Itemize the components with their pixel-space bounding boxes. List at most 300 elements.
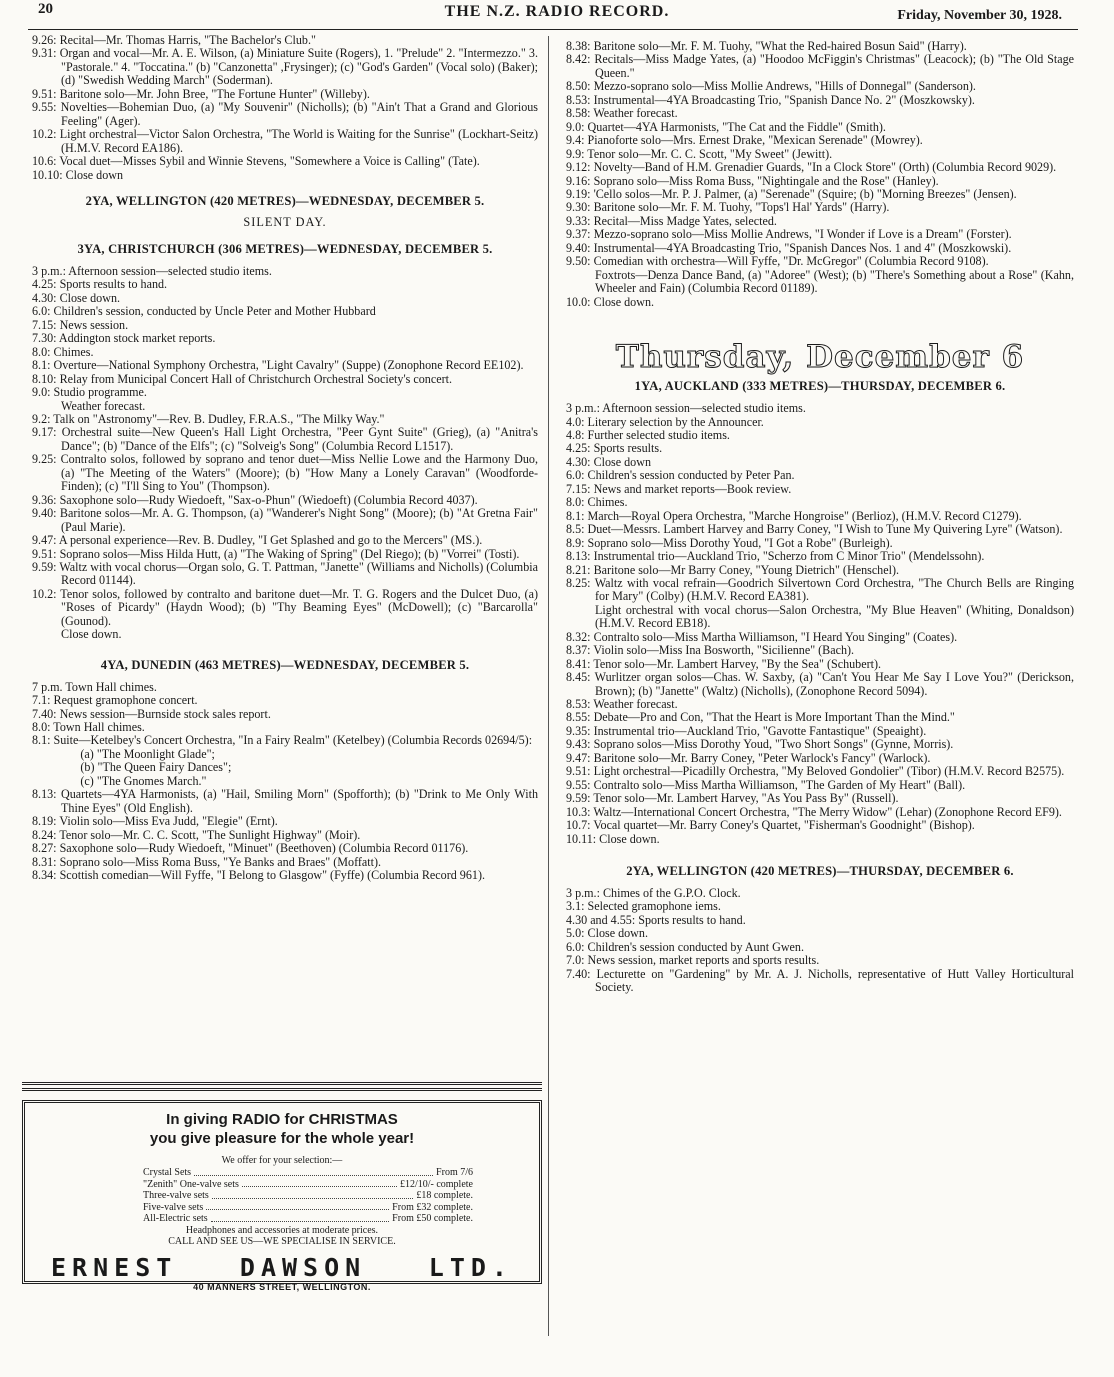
entry-time: 10.2: — [32, 586, 57, 601]
entry-text: Light orchestral with vocal chorus—Salon Orchestra, "My Blue Heaven" (Whiting, Donaldson) (H.M.V. Record EB18). — [595, 602, 1074, 631]
entry-time: 8.32: — [566, 629, 591, 644]
header-rule — [28, 29, 1078, 30]
program-entry — [566, 442, 1074, 455]
ad-separator-rule — [22, 1088, 542, 1091]
ad-item-name: Three-valve sets — [143, 1190, 209, 1201]
entry-time: 9.2: — [32, 411, 51, 426]
program-entry — [566, 887, 1074, 900]
entry-time: 8.13: — [566, 549, 591, 564]
entry-time: 9.50: — [566, 254, 591, 269]
ad-call: CALL AND SEE US—WE SPECIALISE IN SERVICE. — [168, 1235, 396, 1247]
program-entry — [32, 292, 538, 305]
program-entry — [566, 833, 1074, 846]
entry-text: Close down — [593, 454, 652, 469]
entry-time: 9.0: — [32, 385, 51, 400]
entry-text: Talk on "Astronomy"—Rev. B. Dudley, F.R.A.S., "The Milky Way." — [53, 411, 385, 426]
entry-time: 10.11: — [566, 831, 597, 846]
program-entry — [32, 681, 538, 694]
entry-time: 8.38: — [566, 39, 591, 53]
entry-text: Weather forecast. — [593, 106, 678, 121]
program-entry — [32, 278, 538, 291]
entry-text: Instrumental trio—Auckland Trio, "Scherzo from C Minor Trio" (Mendelssohn). — [593, 549, 985, 564]
entry-time: 8.0: — [566, 495, 585, 510]
program-entry — [566, 456, 1074, 469]
entry-time: 8.10: — [32, 371, 57, 386]
program-entry — [32, 721, 538, 734]
entry-text: News and market reports—Book review. — [593, 481, 792, 496]
entry-text: Sports results to hand. — [638, 912, 746, 927]
entry-text: Tenor solo—Mr. C. C. Scott, "My Sweet" (Jewitt). — [587, 146, 833, 161]
entry-time: 9.55: — [32, 100, 57, 115]
program-entry — [566, 941, 1074, 954]
ad-headline: In giving RADIO for CHRISTMAS — [166, 1111, 398, 1128]
entry-text: Instrumental trio—Auckland Trio, "Gavotte Fantastique" (Speaight). — [593, 723, 927, 738]
program-entry — [566, 296, 1074, 309]
program-entry — [32, 628, 538, 641]
entry-time: 10.10: — [32, 167, 63, 182]
entry-text: Overture—National Symphony Orchestra, "Light Cavalry" (Suppe) (Zonophone Record EE102). — [53, 358, 524, 373]
program-entry — [566, 201, 1074, 214]
entry-time: 6.0: — [32, 304, 51, 319]
program-entry — [566, 215, 1074, 228]
entry-text: Baritone solos—Mr. A. G. Thompson, (a) "Wanderer's Night Song" (Moore); (b) "At Gretna Fair" (Paul Marie). — [59, 506, 538, 534]
entry-text: Selected gramophone iems. — [587, 899, 721, 914]
ad-item-price: From 7/6 — [436, 1167, 473, 1178]
entry-text: Town Hall chimes. — [53, 720, 145, 735]
program-entry — [566, 161, 1074, 174]
program-entry — [32, 47, 538, 87]
entry-text: Baritone solo—Mr. John Bree, "The Fortune Hunter" (Willeby). — [59, 86, 370, 101]
entry-time: 3 p.m.: — [32, 263, 66, 278]
program-entry — [32, 373, 538, 386]
entry-text: Soprano solos—Miss Hilda Hutt, (a) "The Waking of Spring" (Del Riego); (b) "Vorrei" (Tosti). — [59, 546, 520, 561]
entry-time: 8.1: — [32, 358, 51, 373]
page-header — [0, 0, 1114, 28]
program-entry — [566, 968, 1074, 995]
entry-text: Studio programme. — [53, 385, 147, 400]
entry-time: 9.19: — [566, 186, 591, 201]
entry-text: Afternoon session—selected studio items. — [68, 263, 272, 278]
entry-time: 8.31: — [32, 854, 57, 869]
entry-time: 9.43: — [566, 737, 591, 752]
entry-time: 8.9: — [566, 535, 585, 550]
program-entry — [566, 255, 1074, 268]
entry-text: Relay from Municipal Concert Hall of Christchurch Orchestral Society's concert. — [59, 371, 452, 386]
entry-text: Vocal quartet—Mr. Barry Coney's Quartet, "Fisherman's Goodnight" (Bishop). — [593, 818, 975, 833]
program-entry — [32, 400, 538, 413]
entry-time: 9.51: — [32, 546, 57, 561]
program-list-3ya — [32, 265, 538, 642]
entry-time: 8.55: — [566, 710, 591, 725]
entry-time: 8.37: — [566, 643, 591, 658]
entry-time: 3 p.m.: — [566, 886, 600, 901]
leader-dots — [206, 1202, 389, 1211]
program-entry — [32, 869, 538, 882]
program-entry — [32, 101, 538, 128]
entry-text: Literary selection by the Announcer. — [587, 414, 764, 429]
entry-time: 7.15: — [32, 317, 57, 332]
entry-text: Children's session conducted by Aunt Gwen. — [587, 939, 804, 954]
entry-time: 9.36: — [32, 492, 57, 507]
entry-time: 9.31: — [32, 46, 57, 61]
ad-address: 40 MANNERS STREET, WELLINGTON. — [193, 1281, 371, 1292]
program-entry — [566, 914, 1074, 927]
program-entry — [32, 815, 538, 828]
ad-price-item — [143, 1202, 473, 1214]
entry-text: Wurlitzer organ solos—Chas. W. Saxby, (a) "Can't You Hear Me Say I Love You?" (Derickson, Brown); (b) "Janette" (Waltz) (Nicholls), (Zonophone Record 5094). — [594, 670, 1074, 698]
program-entry — [566, 134, 1074, 147]
program-entry — [566, 80, 1074, 93]
entry-time: 7.1: — [32, 693, 51, 708]
entry-time: 9.30: — [566, 200, 591, 215]
page-number: 20 — [38, 1, 53, 17]
entry-text: Orchestral suite—New Queen's Hall Light Orchestra, "Peer Gynt Suite" (Grieg), (a) "Anitra's Dance"; (b) "Dance of the Elfs"; (c) "Solveig's Song" (Columbia Record L1517). — [61, 425, 538, 453]
program-entry — [566, 644, 1074, 657]
ad-separator-rule — [22, 1082, 542, 1085]
program-entry — [566, 537, 1074, 550]
intro-list-left — [32, 34, 538, 182]
entry-time: 8.0: — [32, 344, 51, 359]
entry-text: Quartets—4YA Harmonists, (a) "Hail, Smiling Morn" (Spofforth); (b) "Drink to Me Only With Thine Eyes" (Old English). — [60, 787, 538, 815]
program-entry — [566, 402, 1074, 415]
entry-time: 9.16: — [566, 173, 591, 188]
firm-word: DAWSON — [239, 1252, 367, 1282]
program-entry — [32, 856, 538, 869]
entry-text: News session, market reports and sports results. — [587, 953, 820, 968]
program-entry — [566, 658, 1074, 671]
entry-text: Contralto solo—Miss Martha Williamson, "The Garden of My Heart" (Ball). — [593, 777, 966, 792]
program-entry — [32, 386, 538, 399]
ad-item-name: Crystal Sets — [143, 1167, 192, 1178]
entry-text: Soprano solos—Miss Dorothy Youd, "Two Short Songs" (Gynne, Morris). — [593, 737, 954, 752]
ad-price-item — [143, 1179, 473, 1191]
ad-item-price: £18 complete. — [416, 1190, 473, 1201]
entry-text: Children's session, conducted by Uncle Peter and Mother Hubbard — [53, 304, 376, 319]
entry-time: 8.45: — [566, 670, 591, 685]
entry-time: 9.55: — [566, 777, 591, 792]
entry-text: Instrumental—4YA Broadcasting Trio, "Spanish Dance No. 2" (Moszkowsky). — [593, 92, 975, 107]
ad-item-price: From £50 complete. — [392, 1213, 473, 1224]
program-entry — [32, 734, 538, 747]
entry-text: Suite—Ketelbey's Concert Orchestra, "In a Fairy Realm" (Ketelbey) (Columbia Records 02694/5): — [53, 733, 533, 748]
entry-time: 4.30: — [32, 290, 57, 305]
program-entry — [566, 564, 1074, 577]
entry-text: Request gramophone concert. — [53, 693, 198, 708]
program-entry — [32, 319, 538, 332]
entry-text: Sports results. — [593, 441, 663, 456]
program-entry — [32, 788, 538, 815]
silent-day-note: SILENT DAY. — [243, 214, 327, 229]
ad-offer: We offer for your selection:— — [221, 1155, 343, 1166]
entry-text: Children's session conducted by Peter Pan. — [587, 468, 795, 483]
entry-time: 8.41: — [566, 656, 591, 671]
program-entry — [32, 453, 538, 493]
entry-text: Soprano solo—Miss Roma Buss, "Ye Banks and Braes" (Moffatt). — [59, 854, 382, 869]
entry-time: 10.2: — [32, 127, 57, 142]
entry-text: (a) "The Moonlight Glade"; — [80, 746, 215, 761]
entry-text: Pianoforte solo—Mrs. Ernest Drake, "Mexican Serenade" (Mowrey). — [587, 133, 923, 148]
entry-time: 6.0: — [566, 468, 585, 483]
program-entry — [32, 842, 538, 855]
ad-price-list — [143, 1167, 473, 1225]
entry-text: Mezzo-soprano solo—Miss Mollie Andrews, "I Wonder if Love is a Dream" (Forster). — [593, 227, 1012, 242]
entry-time: 9.51: — [566, 764, 591, 779]
entry-text: Novelties—Bohemian Duo, (a) "My Souvenir" (Nicholls); (b) "Ain't That a Grand and Glorious Feeling" (Ager). — [60, 100, 538, 128]
entry-time: 7.30: — [32, 331, 57, 346]
entry-text: Sports results to hand. — [59, 277, 168, 292]
program-entry — [566, 188, 1074, 201]
entry-text: Waltz with vocal refrain—Goodrich Silvertown Cord Orchestra, "The Church Bells are Ringing for Mary" (Colby) (H.M.V. Record EA381). — [594, 575, 1074, 604]
entry-text: Waltz with vocal chorus—Organ solo, G. T. Pattman, "Janette" (Williams and Nicholls) (Columbia Record 01144). — [59, 559, 538, 588]
program-entry — [566, 269, 1074, 296]
entry-text: Saxophone solo—Rudy Wiedoeft, "Sax-o-Phun" (Wiedoeft) (Columbia Record 4037). — [59, 492, 478, 507]
entry-text: Tenor solo—Mr. Lambert Harvey, "By the Sea" (Schubert). — [593, 656, 882, 671]
ad-firm-name — [51, 1253, 513, 1282]
ad-item-name: All-Electric sets — [143, 1213, 208, 1224]
entry-text: Close down. — [587, 926, 648, 941]
entry-time: 6.0: — [566, 939, 585, 954]
leader-dots — [211, 1213, 389, 1222]
entry-text: Weather forecast. — [593, 697, 678, 712]
program-entry — [566, 631, 1074, 644]
entry-text: Close down. — [593, 294, 655, 309]
ad-subheadline: you give pleasure for the whole year! — [149, 1130, 415, 1147]
program-entry — [566, 469, 1074, 482]
leader-dots — [194, 1167, 433, 1176]
entry-time: 9.25: — [32, 452, 57, 467]
program-entry — [32, 305, 538, 318]
entry-time: 9.0: — [566, 119, 585, 134]
entry-time: 8.25: — [566, 575, 591, 590]
entry-text: Tenor solo—Mr. C. C. Scott, "The Sunlight Highway" (Moir). — [59, 827, 361, 842]
entry-time: 8.21: — [566, 562, 591, 577]
entry-time: 9.35: — [566, 723, 591, 738]
program-entry — [32, 265, 538, 278]
entry-time: 9.59: — [32, 559, 57, 574]
program-entry — [566, 510, 1074, 523]
entry-text: Baritone solo—Mr. Barry Coney, "Peter Warlock's Fancy" (Warlock). — [593, 750, 931, 765]
program-entry — [566, 416, 1074, 429]
entry-time: 7.40: — [566, 966, 591, 981]
program-entry — [566, 429, 1074, 442]
entry-time: 9.47: — [566, 750, 591, 765]
program-entry — [32, 426, 538, 453]
entry-text: Town Hall chimes. — [65, 679, 157, 694]
entry-text: Chimes. — [587, 495, 628, 510]
program-entry — [32, 588, 538, 628]
program-entry — [32, 708, 538, 721]
entry-text: Recitals—Miss Madge Yates, (a) "Hoodoo McFiggin's Christmas" (Leacock); (b) "The Old Stage Queen." — [594, 52, 1074, 80]
entry-time: 8.0: — [32, 720, 51, 735]
program-entry — [566, 711, 1074, 724]
entry-time: 7.40: — [32, 706, 57, 721]
section-heading-3ya: 3YA, CHRISTCHURCH (306 METRES)—WEDNESDAY, DECEMBER 5. — [77, 241, 493, 256]
entry-text: Violin solo—Miss Eva Judd, "Elegie" (Ernt). — [59, 814, 278, 829]
entry-time: 4.0: — [566, 414, 585, 429]
right-column — [566, 40, 1074, 995]
entry-time: 8.34: — [32, 868, 57, 883]
ad-price-item — [143, 1167, 473, 1179]
program-entry — [32, 761, 538, 774]
entry-text: Further selected studio items. — [587, 427, 730, 442]
entry-text: Close down. — [599, 831, 660, 846]
entry-text: Tenor solos, followed by contralto and baritone duet—Mr. T. G. Rogers and the Dulcet Duo, (a) "Roses of Picardy" (Haydn Wood); (b) "Thy Beaming Eyes" (McDowell); (c) "Barcarolla" (Gounod). — [60, 586, 538, 628]
entry-text: Light orchestral—Victor Salon Orchestra, "The World is Waiting for the Sunrise" (Lockhart-Seitz) (H.M.V. Record EA186). — [59, 127, 538, 155]
entry-text: Recital—Miss Madge Yates, selected. — [593, 213, 777, 228]
entry-time: 10.6: — [32, 154, 57, 169]
program-entry — [32, 34, 538, 47]
entry-time: 3.1: — [566, 899, 585, 914]
entry-time: 8.50: — [566, 79, 591, 94]
entry-time: 7 p.m. — [32, 679, 63, 694]
entry-time: 3 p.m.: — [566, 401, 600, 416]
program-entry — [566, 725, 1074, 738]
section-heading-2ya-wednesday: 2YA, WELLINGTON (420 METRES)—WEDNESDAY, DECEMBER 5. — [85, 193, 485, 208]
entry-text: Violin solo—Miss Ina Bosworth, "Sicilienne" (Bach). — [593, 643, 855, 658]
entry-time: 9.4: — [566, 133, 585, 148]
program-entry — [32, 494, 538, 507]
program-entry — [32, 748, 538, 761]
entry-time: 8.53: — [566, 697, 591, 712]
entry-text: Tenor solo—Mr. Lambert Harvey, "As You Pass By" (Russell). — [593, 791, 899, 806]
entry-text: Debate—Pro and Con, "That the Heart is More Important Than the Mind." — [593, 710, 955, 725]
program-entry — [566, 792, 1074, 805]
ad-note: Headphones and accessories at moderate prices. — [185, 1224, 379, 1236]
entry-text: Duet—Messrs. Lambert Harvey and Barry Coney, "I Wish to Tune My Quivering Lyre" (Watson). — [587, 522, 1063, 537]
program-entry — [32, 413, 538, 426]
program-entry — [566, 550, 1074, 563]
entry-time: 8.1: — [32, 733, 51, 748]
program-entry — [566, 927, 1074, 940]
entry-text: Organ and vocal—Mr. A. E. Wilson, (a) Miniature Suite (Rogers), 1. "Prelude" 2. "Intermezzo." 3. "Pastorale." 4. "Toccatina." (b) "Canzonetta" ,Frysinger); (c) "God's Garden" (Vocal solo) (Baker); (d) "Swedish Wedding March" (Soderman). — [59, 46, 539, 88]
entry-text: (b) "The Queen Fairy Dances"; — [80, 760, 232, 775]
ad-item-price: £12/10/- complete — [399, 1178, 473, 1190]
entry-time: 4.30 and 4.55: — [566, 912, 636, 927]
entry-text: Mezzo-soprano solo—Miss Mollie Andrews, "Hills of Donnegal" (Sanderson). — [593, 79, 976, 94]
entry-time: 8.53: — [566, 92, 591, 107]
entry-text: Close down. — [61, 627, 122, 642]
program-entry — [566, 954, 1074, 967]
ad-item-price: From £32 complete. — [392, 1201, 473, 1213]
issue-date: Friday, November 30, 1928. — [897, 8, 1062, 23]
entry-time: 4.8: — [566, 427, 585, 442]
entry-text: Foxtrots—Denza Dance Band, (a) "Adoree" (West); (b) "There's Something about a Rose" (Kahn, Wheeler and Fain) (Columbia Record 01189). — [595, 267, 1074, 296]
entry-text: Soprano solo—Miss Dorothy Youd, "I Got a Robe" (Burleigh). — [587, 535, 893, 550]
program-entry — [32, 775, 538, 788]
program-entry — [566, 242, 1074, 255]
entry-time: 8.13: — [32, 787, 57, 802]
entry-time: 9.59: — [566, 791, 591, 806]
leader-dots — [212, 1190, 414, 1199]
entry-text: Baritone solo—Mr. F. M. Tuohy, "What the Red-haired Bosun Said" (Harry). — [593, 39, 967, 53]
program-entry — [566, 604, 1074, 631]
firm-word: ERNEST — [51, 1252, 178, 1282]
program-entry — [566, 121, 1074, 134]
program-entry — [32, 561, 538, 588]
program-entry — [32, 346, 538, 359]
entry-time: 9.12: — [566, 160, 591, 175]
program-entry — [566, 765, 1074, 778]
program-entry — [32, 534, 538, 547]
ad-price-item — [143, 1213, 473, 1225]
ad-item-name: "Zenith" One-valve sets — [143, 1178, 239, 1190]
entry-text: Close down. — [59, 290, 121, 305]
entry-text: Saxophone solo—Rudy Wiedoeft, "Minuet" (Beethoven) (Columbia Record 01176). — [59, 841, 469, 856]
entry-text: Addington stock market reports. — [58, 331, 216, 346]
entry-time: 9.9: — [566, 146, 585, 161]
program-entry — [566, 779, 1074, 792]
entry-text: Soprano solo—Miss Roma Buss, "Nightingale and the Rose" (Hanley). — [593, 173, 939, 188]
entry-time: 4.25: — [566, 441, 591, 456]
entry-time: 8.24: — [32, 827, 57, 842]
entry-time: 7.15: — [566, 481, 591, 496]
entry-time: 10.3: — [566, 804, 591, 819]
program-entry — [566, 228, 1074, 241]
entry-time: 8.19: — [32, 814, 57, 829]
advertisement-ernest-dawson — [22, 1100, 542, 1292]
day-heading: Thursday, December 6 — [615, 339, 1025, 376]
entry-text: Waltz—International Concert Orchestra, "The Merry Widow" (Lehar) (Zonophone Record EF9). — [593, 804, 1062, 819]
program-entry — [32, 155, 538, 168]
entry-text: Instrumental—4YA Broadcasting Trio, "Spanish Dances Nos. 1 and 4" (Moszkowski). — [593, 240, 1012, 255]
entry-text: Contralto solo—Miss Martha Williamson, "I Heard You Singing" (Coates). — [593, 629, 958, 644]
program-entry — [566, 698, 1074, 711]
publication-title: THE N.Z. RADIO RECORD. — [444, 3, 670, 20]
program-entry — [566, 496, 1074, 509]
entry-text: Quartet—4YA Harmonists, "The Cat and the Fiddle" (Smith). — [587, 119, 886, 134]
program-entry — [32, 88, 538, 101]
entry-time: 8.1: — [566, 508, 585, 523]
program-entry — [566, 40, 1074, 53]
program-entry — [566, 53, 1074, 80]
entry-time: 7.0: — [566, 953, 585, 968]
entry-time: 9.17: — [32, 425, 57, 440]
program-entry — [566, 148, 1074, 161]
entry-time: 10.0: — [566, 294, 591, 309]
program-entry — [566, 523, 1074, 536]
entry-text: Close down — [65, 167, 124, 182]
program-entry — [566, 900, 1074, 913]
entry-time: 9.40: — [566, 240, 591, 255]
program-entry — [32, 332, 538, 345]
entry-text: Chimes. — [53, 344, 94, 359]
program-entry — [566, 483, 1074, 496]
entry-text: Baritone solo—Mr Barry Coney, "Young Dietrich" (Henschel). — [593, 562, 900, 577]
section-heading-4ya: 4YA, DUNEDIN (463 METRES)—WEDNESDAY, DECEMBER 5. — [100, 657, 470, 672]
entry-text: 'Cello solos—Mr. P. J. Palmer, (a) "Serenade" (Squire; (b) "Morning Breezes" (Jensen). — [593, 186, 1017, 201]
intro-list-right — [566, 40, 1074, 309]
entry-text: Chimes of the G.P.O. Clock. — [602, 886, 741, 901]
program-list-4ya — [32, 681, 538, 883]
program-entry — [566, 819, 1074, 832]
left-column — [32, 34, 538, 882]
entry-time: 8.27: — [32, 841, 57, 856]
program-entry — [566, 175, 1074, 188]
firm-word: LTD. — [428, 1252, 513, 1282]
entry-text: News session. — [59, 317, 129, 332]
entry-text: Vocal duet—Misses Sybil and Winnie Stevens, "Somewhere a Voice is Calling" (Tate). — [59, 154, 480, 169]
program-entry — [32, 169, 538, 182]
ad-price-item — [143, 1190, 473, 1202]
program-entry — [32, 128, 538, 155]
entry-time: 5.0: — [566, 926, 585, 941]
program-entry — [566, 752, 1074, 765]
section-heading-2ya-thursday: 2YA, WELLINGTON (420 METRES)—THURSDAY, DECEMBER 6. — [626, 864, 1014, 879]
entry-time: 4.25: — [32, 277, 57, 292]
entry-text: News session—Burnside stock sales report. — [59, 706, 271, 721]
entry-text: Afternoon session—selected studio items. — [602, 401, 806, 416]
program-entry — [566, 671, 1074, 698]
